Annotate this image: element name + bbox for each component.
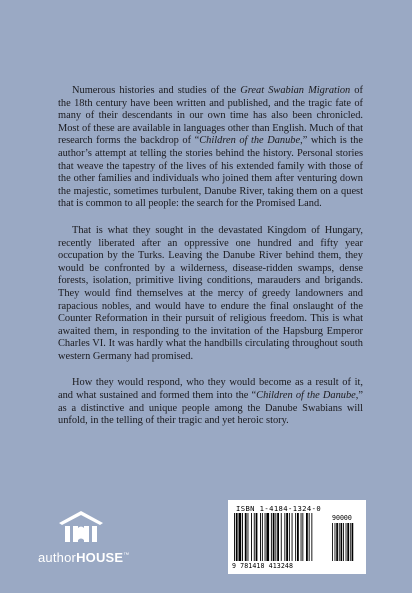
blurb-text <box>58 85 363 442</box>
blurb-paragraph <box>58 225 363 364</box>
publisher-name <box>38 550 138 565</box>
text-run: ,” as a distinctive and unique people among the Danube Swabians will unfold, in the telling of their tragic and yet heroic story. <box>58 390 363 427</box>
text-run: Numerous histories and studies of the <box>72 85 241 96</box>
addon-digits: 90000 <box>332 514 352 522</box>
text-run: of the 18th century have been written and published, and the tragic fate of many of their descendants in our own time has also been chronicled. Most of these are available in languages other than English. Much of that research forms the backdrop of “ <box>58 85 363 147</box>
text-run: That is what they sought in the devastated Kingdom of Hungary, recently liberated after an oppressive one hundred and fifty year occupation by the Turks. Leaving the Danube River behind them, they would be confronted by a wilderness, disease-ridden swamps, dense forests, isolation, primitive living conditions, marauders and brigands. They would find themselves at the mercy of greedy landowners and rapacious nobles, and would have to endure the final onslaught of the Counter Reformation in their pursuit of religious freedom. This is what awaited them, in responding to the invitation of the Hapsburg Emperor Charles VI. It was hardly what the handbills circulating throughout south western Germany had promised. <box>58 224 363 362</box>
publisher-name-part1: author <box>38 550 77 565</box>
text-run: How they would respond, who they would become as a result of it, and what sustained and formed them into the “ <box>58 377 363 402</box>
isbn-barcode <box>228 500 366 574</box>
blurb-paragraph <box>58 377 363 427</box>
blurb-paragraph <box>58 85 363 211</box>
text-run: ,” which is the author’s attempt at telling the stories behind the history. Personal stories that weave the tapestry of the lives of his extended family with those of the other families and individuals who joined them after venturing down the majestic, sometimes turbulent, Danube River, taking them on a quest that is common to all people: the search for the Promised Land. <box>58 135 363 210</box>
italic-title: Children of the Danube <box>199 135 301 147</box>
publisher-name-part2: HOUSE <box>76 550 124 565</box>
trademark-symbol: ™ <box>123 552 130 559</box>
ean-digits: 9 781418 413248 <box>232 562 294 570</box>
isbn-label: ISBN 1-4184-1324-0 <box>236 504 322 513</box>
house-book-icon <box>56 510 106 546</box>
italic-title: Great Swabian Migration <box>240 85 351 96</box>
publisher-logo <box>38 510 128 570</box>
italic-title: Children of the Danube <box>256 390 356 402</box>
